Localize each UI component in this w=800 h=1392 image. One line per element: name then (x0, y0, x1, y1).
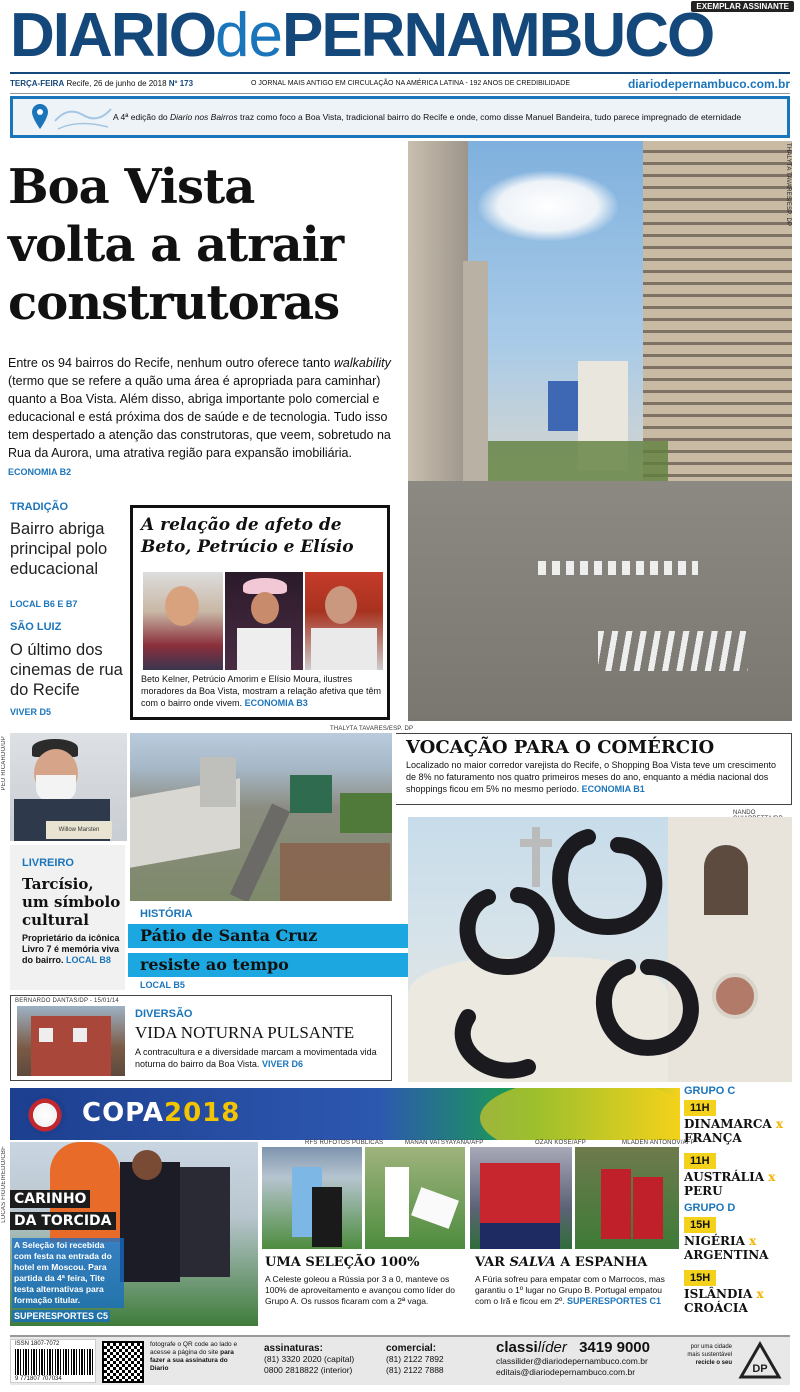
carinho-ref[interactable]: SUPERESPORTES C5 (14, 1311, 109, 1321)
livreiro-ref[interactable]: LOCAL B8 (66, 955, 111, 965)
masthead-title-b: de (215, 1, 282, 70)
uruguai-headline[interactable]: UMA SELEÇÃO 100% (265, 1255, 420, 1270)
lead-body: Entre os 94 bairros do Recife, nenhum outro oferece tanto walkability (termo que se refere a quão uma área é apropriada para caminhar) quanto a Boa Vista. Além disso, abriga importante polo comercial e educacional e está próxima dos de saúde e de tecnologia. Tudo isso tem despertado a atenção das construtoras, que veem, sobretudo na Rua da Aurora, uma atrativa região para expansão imobiliária. ECONOMIA B2 (8, 356, 391, 477)
diversao-body: A contracultura e a diversidade marcam a movimentada vida noturna do bairro da Boa Vista. VIVER D6 (135, 1047, 377, 1069)
side-headline-tradicao[interactable]: Bairro abriga principal polo educacional (10, 520, 108, 578)
carinho-body: A Seleção foi recebida com festa na entrada do hotel em Moscou. Para partida da 4ª feira, Tite testa alternativas para formação titular. (12, 1238, 124, 1308)
diversao-credit: BERNARDO DANTAS/DP - 15/01/14 (15, 998, 119, 1004)
livreiro-headline: Tarcísio, um símbolo cultural (22, 875, 121, 929)
espanha-credit-1: OZAN KOSE/AFP (535, 1140, 586, 1146)
group-d-block: GRUPO D 15H NIGÉRIA x ARGENTINA 15H ISLÂNDIA x CROÁCIA (684, 1202, 794, 1315)
promo-banner[interactable] (10, 96, 790, 138)
match-time: 11H (684, 1100, 716, 1116)
side-ref-tradicao[interactable]: LOCAL B6 E B7 (10, 599, 78, 609)
espanha-body: A Fúria sofreu para empatar com o Marrocos, mas garantiu o 1º lugar no Grupo B. Portugal empatou com o Irã e ficou em 2º. SUPERESPORTES C1 (475, 1274, 665, 1306)
photo-tarcisio[interactable] (10, 733, 127, 841)
photo-carinho[interactable] (10, 1142, 258, 1326)
photo-uruguai-2 (365, 1147, 465, 1249)
photo-credit: THALYTA TAVARES/ESP. DP (785, 143, 791, 227)
photo-nightlife (17, 1006, 125, 1076)
match-schedule[interactable] (684, 1085, 794, 1330)
side-kicker-sao-luiz: SÃO LUIZ (10, 621, 62, 633)
afeto-body: Beto Kelner, Petrúcio Amorim e Elísio Moura, ilustres moradores da Boa Vista, mostram a relação afetiva que têm com o bairro onde vivem. ECONOMIA B3 (141, 674, 381, 708)
side-ref-sao-luiz[interactable]: VIVER D5 (10, 707, 52, 717)
espanha-credit-2: MLADEN ANTONOV/AFP (622, 1140, 695, 1146)
diversao-kicker: DIVERSÃO (135, 1008, 193, 1020)
assinaturas-block[interactable]: assinaturas: (81) 3320 2020 (capital) 0800 2818822 (interior) (264, 1343, 355, 1375)
livreiro-kicker: LIVREIRO (22, 857, 74, 869)
qr-code[interactable] (102, 1341, 144, 1383)
aerial-credit: THALYTA TAVARES/ESP. DP (330, 726, 414, 732)
match-time: 15H (684, 1270, 716, 1286)
recycle-text: por uma cidade mais sustentável recicle o seu (687, 1344, 732, 1366)
lead-headline[interactable]: Boa Vista volta a atrair construtoras (8, 159, 344, 331)
dateline-date: Recife, 26 de junho de 2018 (66, 78, 167, 88)
historia-kicker: HISTÓRIA (140, 908, 193, 920)
site-link[interactable]: diariodepernambuco.com.br (627, 76, 790, 91)
vocacao-box[interactable] (396, 733, 792, 805)
espanha-ref[interactable]: SUPERESPORTES C1 (566, 1296, 661, 1306)
copa-title: COPA2018 (82, 1098, 241, 1128)
book-cover: Willow Marsten (46, 821, 112, 839)
subscriber-badge: EXEMPLAR ASSINANTE (691, 1, 794, 12)
iron-gate-shape (448, 817, 768, 1082)
vocacao-body: Localizado no maior corredor varejista do Recife, o Shopping Boa Vista teve um crescimento de 8% no faturamento nos quatro primeiros meses do ano, enquanto a média nacional dos shoppings ficou em 5% no mesmo período. ECONOMIA B1 (406, 760, 777, 794)
afeto-box[interactable] (130, 505, 390, 720)
photo-church[interactable] (408, 817, 792, 1082)
photo-espanha-2 (575, 1147, 679, 1249)
barcode: ISSN 1807-7072 9 771807 707034 (10, 1339, 96, 1383)
vocacao-headline: VOCAÇÃO PARA O COMÉRCIO (406, 737, 715, 758)
copa-banner[interactable] (10, 1088, 680, 1140)
side-kicker-tradicao: TRADIÇÃO (10, 501, 69, 513)
location-pin-icon (31, 103, 49, 131)
match-time: 15H (684, 1217, 716, 1233)
afeto-headline: A relação de afeto de Beto, Petrúcio e Elísio (141, 515, 354, 557)
espanha-headline[interactable]: VAR SALVA A ESPANHA (475, 1255, 648, 1270)
dateline-day: TERÇA-FEIRA (10, 78, 65, 88)
livreiro-credit: PEU RICARDO/DP (1, 736, 7, 791)
comercial-block[interactable]: comercial: (81) 2122 7892 (81) 2122 7888 (386, 1343, 444, 1375)
photo-petrucio (225, 572, 303, 670)
photo-elisio (305, 572, 383, 670)
livreiro-box[interactable] (10, 845, 125, 990)
masthead-title-a: DIARIO (10, 1, 215, 70)
side-headline-sao-luiz[interactable]: O último dos cinemas de rua do Recife (10, 641, 123, 699)
uruguai-body: A Celeste goleou a Rússia por 3 a 0, manteve os 100% de aproveitamento e avançou como líder do Grupo A. Os russos ficaram com a 2ª vaga. (265, 1274, 455, 1306)
carinho-line1: CARINHO (10, 1190, 90, 1208)
diversao-box[interactable] (10, 995, 392, 1081)
photo-uruguai-1 (262, 1147, 362, 1249)
carinho-line2: DA TORCIDA (10, 1212, 116, 1230)
dateline-number: Nº 173 (168, 78, 194, 88)
church-credit: NANDO (733, 810, 756, 816)
lead-ref[interactable]: ECONOMIA B2 (8, 467, 72, 477)
photo-espanha-1 (470, 1147, 572, 1249)
photo-aerial[interactable] (130, 733, 392, 901)
masthead-title[interactable] (10, 1, 790, 70)
svg-text:DP: DP (752, 1363, 768, 1375)
world-cup-ball-icon (24, 1094, 66, 1136)
lead-photo-street[interactable] (408, 141, 792, 721)
dateline-tagline: O JORNAL MAIS ANTIGO EM CIRCULAÇÃO NA AMÉRICA LATINA - 192 ANOS DE CREDIBILIDADE (251, 79, 570, 87)
promo-text: A 4ª edição do Diario nos Bairros traz como foco a Boa Vista, tradicional bairro do Recife e onde, como disse Manuel Bandeira, tudo parece impregnado de eternidade (113, 112, 742, 122)
dateline (10, 72, 790, 94)
classilider-block[interactable]: classilíder 3419 9000 classilider@diariodepernambuco.com.br editais@diariodepernambuco.com.br (496, 1339, 650, 1377)
carinho-credit: LUCAS FIGUEIREDO/CBF (1, 1146, 7, 1223)
livreiro-body: Proprietário da icônica Livro 7 é memória viva do bairro. LOCAL B8 (22, 933, 120, 965)
uruguai-credit-1: RFS RUFOTOS PÚBLICAS (305, 1140, 384, 1146)
vocacao-ref[interactable]: ECONOMIA B1 (581, 784, 645, 794)
afeto-ref[interactable]: ECONOMIA B3 (244, 698, 308, 708)
group-c-block: GRUPO C 11H DINAMARCA x FRANÇA 11H AUSTRÁLIA x PERU (684, 1085, 794, 1198)
masthead-title-c: PERNAMBUCO (281, 1, 714, 70)
uruguai-credit-2: MANAN VATSYAYANA/AFP (405, 1140, 484, 1146)
map-illustration (53, 101, 113, 133)
match-time: 11H (684, 1153, 716, 1169)
footer (10, 1335, 790, 1385)
historia-ref[interactable]: LOCAL B5 (140, 980, 185, 990)
historia-headline-1[interactable]: Pátio de Santa Cruz (128, 924, 408, 948)
diversao-headline: VIDA NOTURNA PULSANTE (135, 1023, 355, 1042)
group-label: GRUPO C (684, 1085, 736, 1097)
photo-beto (143, 572, 223, 670)
recycle-icon (738, 1341, 782, 1381)
historia-headline-2[interactable]: resiste ao tempo (128, 953, 408, 977)
qr-text: fotografe o QR code ao lado e acesse a página do site para fazer a sua assinatura do Diario (150, 1341, 238, 1372)
group-label: GRUPO D (684, 1202, 736, 1214)
diversao-ref[interactable]: VIVER D6 (261, 1059, 303, 1069)
